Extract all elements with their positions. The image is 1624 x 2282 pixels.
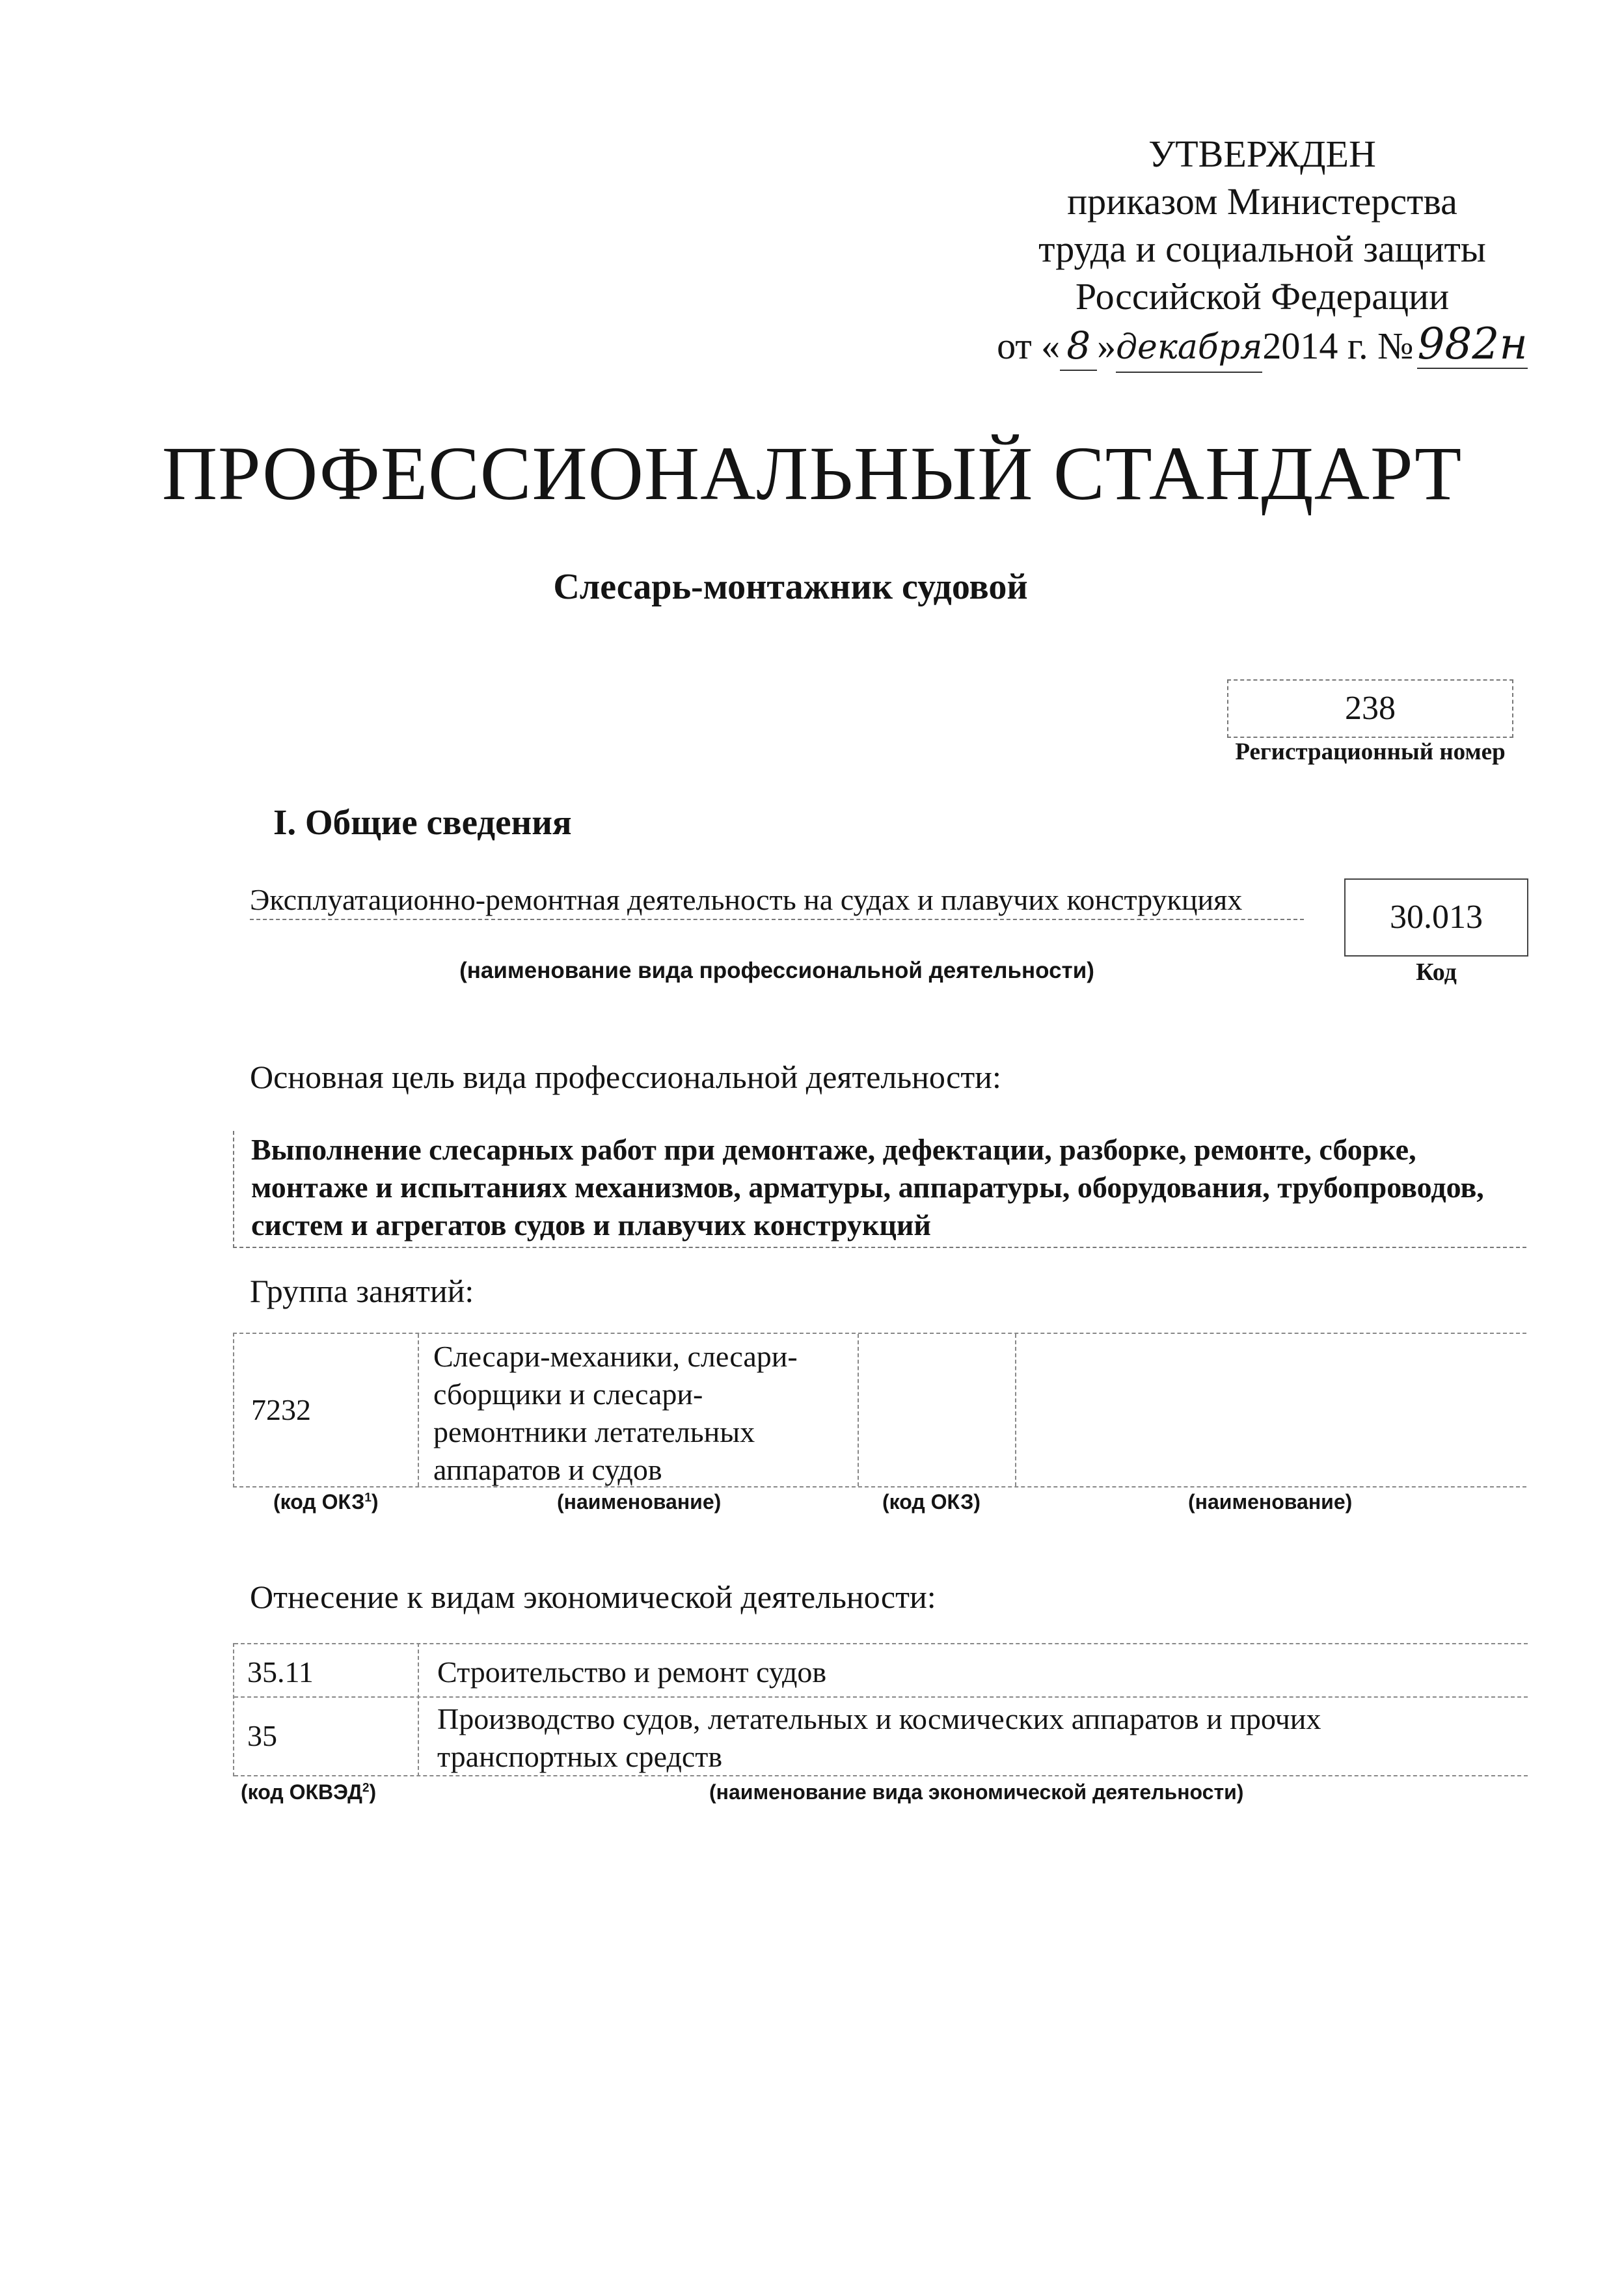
- activity-code-caption: Код: [1416, 958, 1457, 986]
- okz-name-caption-1: (наименование): [557, 1490, 722, 1514]
- goal-text: Выполнение слесарных работ при демонтаже, дефектации, разборке, ремонте, сборке, монтаже и испытаниях механизмов, арматуры, аппаратуры, оборудования, трубопроводов, систем и агрегатов судов и плавучих конструкций: [233, 1131, 1526, 1248]
- date-mid: »: [1097, 325, 1116, 367]
- activity-name-caption: (наименование вида профессиональной деятельности): [459, 958, 1094, 983]
- table-divider: [1015, 1334, 1016, 1486]
- okved-name: Строительство и ремонт судов: [437, 1655, 827, 1689]
- okved-table: [233, 1643, 1526, 1776]
- approval-order-line: приказом Министерства: [1067, 180, 1457, 223]
- registration-number-box: 238: [1227, 679, 1513, 738]
- okved-code: 35.11: [247, 1655, 314, 1689]
- approval-ministry-line: труда и социальной защиты: [1038, 228, 1486, 270]
- okz-code-1: 7232: [251, 1393, 311, 1426]
- document-title: ПРОФЕССИОНАЛЬНЫЙ СТАНДАРТ: [161, 431, 1463, 516]
- table-divider: [418, 1334, 419, 1486]
- activity-name: Эксплуатационно-ремонтная деятельность на судах и плавучих конструкциях: [250, 882, 1304, 920]
- okz-name-2: [1035, 1334, 1516, 1486]
- date-prefix: от «: [997, 325, 1061, 367]
- activity-code-box: 30.013: [1344, 878, 1528, 957]
- economic-heading: Отнесение к видам экономической деятельности:: [250, 1579, 936, 1615]
- document-subtitle: Слесарь-монтажник судовой: [553, 567, 1028, 607]
- approval-block: [976, 130, 1549, 373]
- section-heading: I. Общие сведения: [273, 802, 572, 842]
- okved-name: Производство судов, летательных и космических аппаратов и прочих транспортных средств: [437, 1702, 1321, 1773]
- table-row: [234, 1696, 1528, 1776]
- okz-code-2: [872, 1334, 1015, 1486]
- date-year: 2014 г. №: [1262, 325, 1414, 367]
- handwritten-day: 8: [1060, 322, 1097, 371]
- approval-country-line: Российской Федерации: [1075, 275, 1450, 318]
- registration-number-label: Регистрационный номер: [1235, 739, 1506, 765]
- approval-title: УТВЕРЖДЕН: [1148, 133, 1376, 175]
- occupation-group-table: [233, 1333, 1526, 1487]
- table-divider: [858, 1334, 859, 1486]
- handwritten-number: 982н: [1417, 319, 1528, 369]
- okz-code-caption-2: (код ОКЗ): [882, 1490, 981, 1514]
- approval-date-line: [976, 320, 1549, 373]
- okz-name-caption-2: (наименование): [1188, 1490, 1353, 1514]
- okz-code-caption-1: (код ОКЗ$^1$): [273, 1490, 379, 1514]
- occupation-group-heading: Группа занятий:: [250, 1273, 474, 1309]
- handwritten-month: декабря: [1116, 324, 1262, 373]
- okved-code-caption: (код ОКВЭД$^2$): [241, 1780, 377, 1804]
- goal-heading: Основная цель вида профессиональной деятельности:: [250, 1059, 1001, 1095]
- okved-name-caption: (наименование вида экономической деятельности): [709, 1780, 1244, 1804]
- okz-name-1: Слесари-механики, слесари-сборщики и слесари-ремонтники летательных аппаратов и судов: [433, 1340, 798, 1486]
- okved-code: 35: [247, 1719, 277, 1752]
- table-divider: [418, 1643, 419, 1776]
- table-row: [234, 1643, 1528, 1696]
